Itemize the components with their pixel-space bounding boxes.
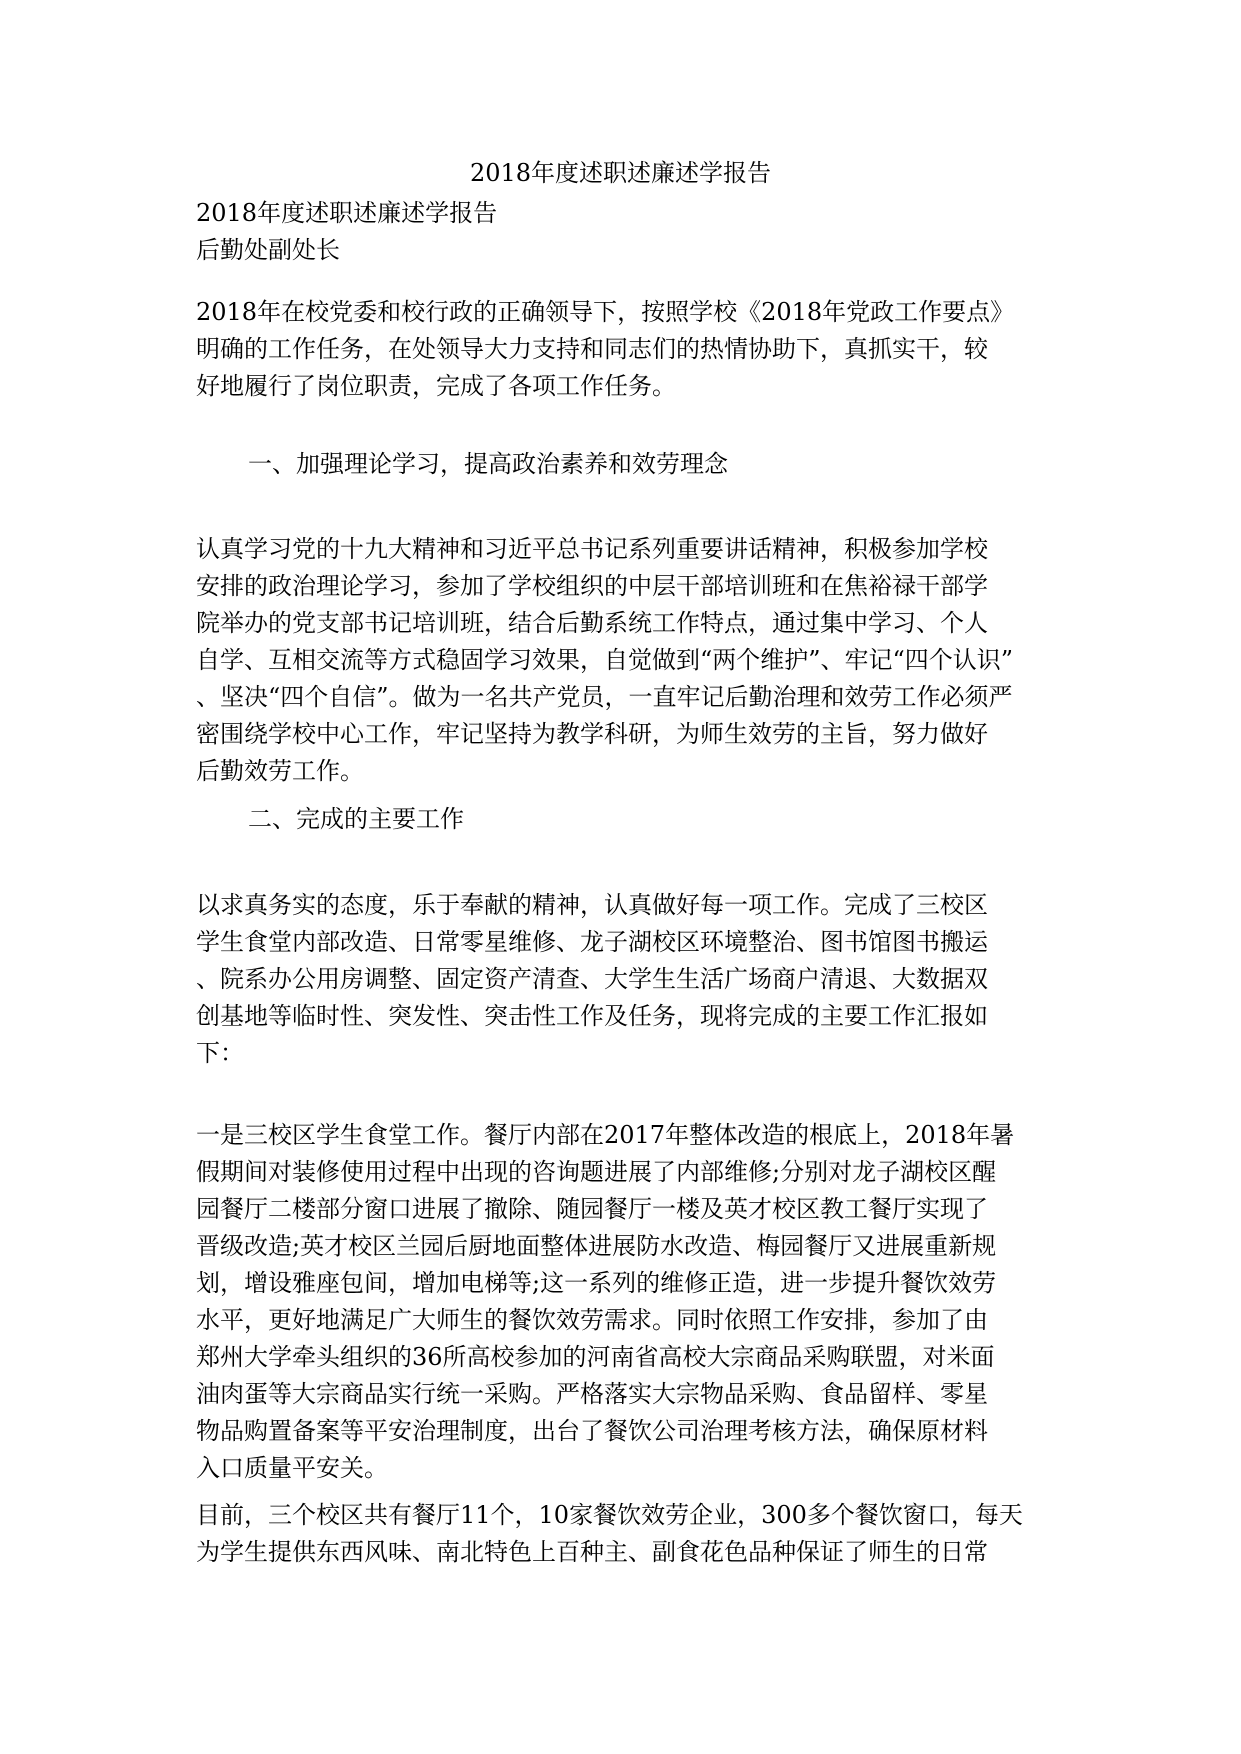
document-title: 2018年度述职述廉述学报告 bbox=[469, 159, 772, 187]
paragraph-line: 、坚决“四个自信”。做为一名共产党员，一直牢记后勤治理和效劳工作必须严 bbox=[196, 683, 1013, 711]
paragraph-line: 油肉蛋等大宗商品实行统一采购。严格落实大宗物品采购、食品留样、零星 bbox=[196, 1380, 988, 1408]
paragraph-line: 2018年在校党委和校行政的正确领导下，按照学校《2018年党政工作要点》 bbox=[196, 298, 1015, 326]
section-2-paragraph bbox=[196, 887, 1056, 1072]
subtitle-line: 2018年度述职述廉述学报告 bbox=[196, 199, 498, 227]
paragraph-line: 物品购置备案等平安治理制度，出台了餐饮公司治理考核方法，确保原材料 bbox=[196, 1417, 988, 1445]
paragraph-line: 入口质量平安关。 bbox=[196, 1454, 388, 1482]
intro-paragraph bbox=[196, 294, 1056, 405]
section-heading-1: 一、加强理论学习，提高政治素养和效劳理念 bbox=[248, 450, 728, 478]
paragraph-line: 好地履行了岗位职责，完成了各项工作任务。 bbox=[196, 372, 676, 400]
paragraph-line: 郑州大学牵头组织的36所高校参加的河南省高校大宗商品采购联盟，对米面 bbox=[196, 1343, 995, 1371]
paragraph-line: 划，增设雅座包间，增加电梯等;这一系列的维修正造，进一步提升餐饮效劳 bbox=[196, 1269, 997, 1297]
paragraph-line: 为学生提供东西风味、南北特色上百种主、副食花色品种保证了师生的日常 bbox=[196, 1538, 988, 1566]
paragraph-line: 晋级改造;英才校区兰园后厨地面整体进展防水改造、梅园餐厅又进展重新规 bbox=[196, 1232, 997, 1260]
paragraph-line: 水平，更好地满足广大师生的餐饮效劳需求。同时依照工作安排，参加了由 bbox=[196, 1306, 988, 1334]
author-role-line: 后勤处副处长 bbox=[196, 236, 340, 264]
paragraph-line: 自学、互相交流等方式稳固学习效果，自觉做到“两个维护”、牢记“四个认识” bbox=[196, 646, 1014, 674]
section-1-paragraph bbox=[196, 531, 1056, 790]
paragraph-line: 、院系办公用房调整、固定资产清查、大学生生活广场商户清退、大数据双 bbox=[196, 965, 988, 993]
paragraph-line: 创基地等临时性、突发性、突击性工作及任务，现将完成的主要工作汇报如 bbox=[196, 1002, 988, 1030]
paragraph-line: 学生食堂内部改造、日常零星维修、龙子湖校区环境整治、图书馆图书搬运 bbox=[196, 928, 988, 956]
paragraph-line: 安排的政治理论学习，参加了学校组织的中层干部培训班和在焦裕禄干部学 bbox=[196, 572, 988, 600]
paragraph-line: 假期间对装修使用过程中出现的咨询题进展了内部维修;分别对龙子湖校区醒 bbox=[196, 1158, 997, 1186]
paragraph-line: 目前，三个校区共有餐厅11个，10家餐饮效劳企业，300多个餐饮窗口，每天 bbox=[196, 1501, 1023, 1529]
paragraph-line: 认真学习党的十九大精神和习近平总书记系列重要讲话精神，积极参加学校 bbox=[196, 535, 988, 563]
section-4-paragraph bbox=[196, 1497, 1056, 1571]
paragraph-line: 后勤效劳工作。 bbox=[196, 757, 364, 785]
subtitle-block bbox=[196, 195, 1056, 269]
paragraph-line: 明确的工作任务，在处领导大力支持和同志们的热情协助下，真抓实干，较 bbox=[196, 335, 988, 363]
paragraph-line: 密围绕学校中心工作，牢记坚持为教学科研，为师生效劳的主旨，努力做好 bbox=[196, 720, 988, 748]
paragraph-line: 园餐厅二楼部分窗口进展了撤除、随园餐厅一楼及英才校区教工餐厅实现了 bbox=[196, 1195, 988, 1223]
section-heading-2: 二、完成的主要工作 bbox=[248, 805, 464, 833]
section-3-paragraph bbox=[196, 1117, 1056, 1487]
paragraph-line: 以求真务实的态度，乐于奉献的精神，认真做好每一项工作。完成了三校区 bbox=[196, 891, 988, 919]
paragraph-line: 下： bbox=[196, 1039, 244, 1067]
paragraph-line: 院举办的党支部书记培训班，结合后勤系统工作特点，通过集中学习、个人 bbox=[196, 609, 988, 637]
paragraph-line: 一是三校区学生食堂工作。餐厅内部在2017年整体改造的根底上，2018年暑 bbox=[196, 1121, 1015, 1149]
